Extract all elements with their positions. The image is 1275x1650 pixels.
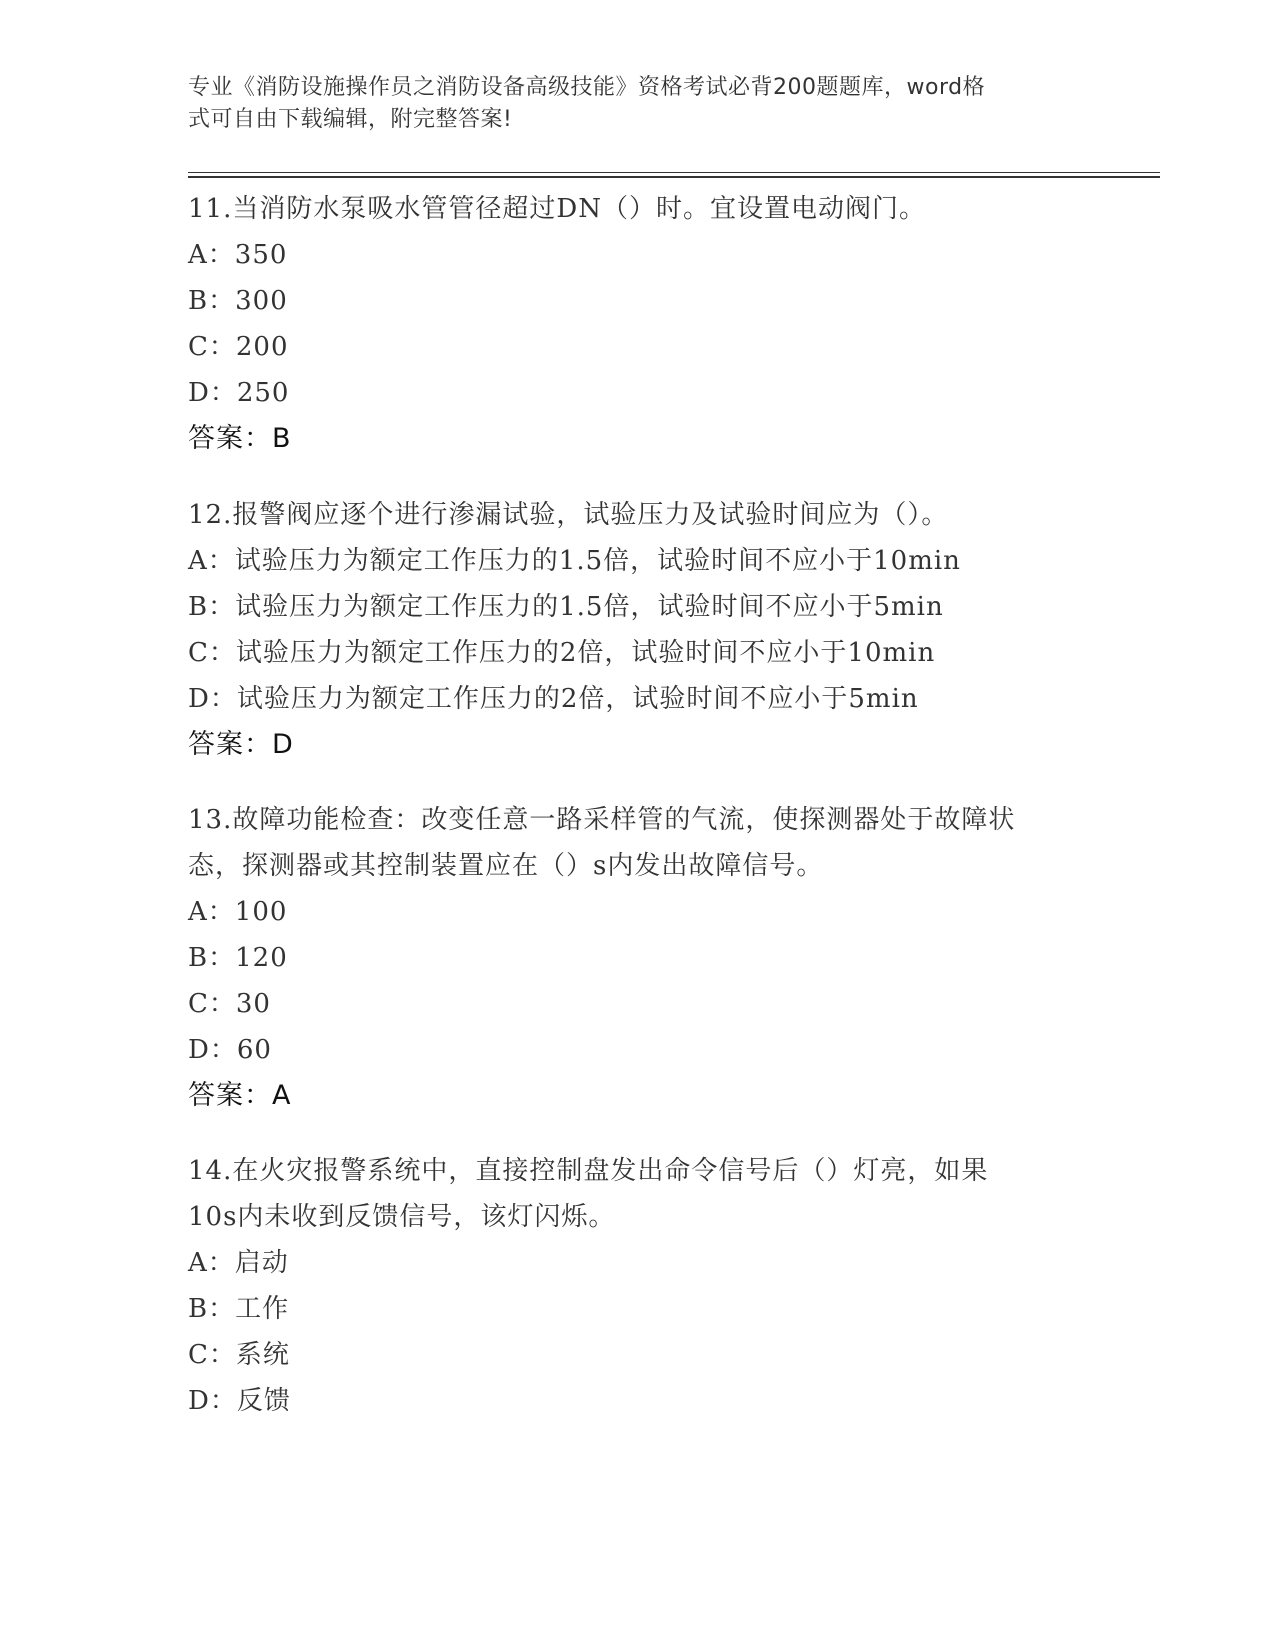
- option-c: C：30: [188, 989, 271, 1019]
- question-stem: 11.当消防水泵吸水管管径超过DN（）时。宜设置电动阀门。: [188, 194, 926, 224]
- answer-line: 答案：D: [188, 729, 294, 760]
- question-stem-line-2: 10s内未收到反馈信号，该灯闪烁。: [188, 1202, 616, 1232]
- question-11: [188, 186, 1088, 462]
- question-stem-line-1: 13.故障功能检查：改变任意一路采样管的气流，使探测器处于故障状: [188, 805, 1016, 835]
- question-13: [188, 797, 1088, 1119]
- header-divider-thin: [188, 172, 1160, 173]
- option-d: D：反馈: [188, 1386, 291, 1416]
- header-line-1: 专业《消防设施操作员之消防设备高级技能》资格考试必背200题题库，word格: [188, 75, 986, 100]
- option-c: C：系统: [188, 1340, 290, 1370]
- option-d: D：250: [188, 378, 290, 408]
- option-b: B：试验压力为额定工作压力的1.5倍，试验时间不应小于5min: [188, 592, 944, 622]
- option-b: B：工作: [188, 1294, 290, 1324]
- option-c: C：200: [188, 332, 289, 362]
- option-c: C：试验压力为额定工作压力的2倍，试验时间不应小于10min: [188, 638, 936, 668]
- option-d: D：60: [188, 1035, 272, 1065]
- answer-line: 答案：B: [188, 423, 292, 454]
- header-line-2: 式可自由下载编辑，附完整答案!: [188, 107, 513, 132]
- option-a: A：启动: [188, 1248, 289, 1278]
- question-14: [188, 1148, 1088, 1424]
- option-b: B：120: [188, 943, 288, 973]
- option-a: A：试验压力为额定工作压力的1.5倍，试验时间不应小于10min: [188, 546, 961, 576]
- document-header: [188, 72, 1088, 136]
- question-stem-line-2: 态，探测器或其控制装置应在（）s内发出故障信号。: [188, 851, 824, 881]
- option-a: A：350: [188, 240, 288, 270]
- header-divider-thick: [188, 176, 1160, 178]
- question-stem-line-1: 14.在火灾报警系统中，直接控制盘发出命令信号后（）灯亮，如果: [188, 1156, 989, 1186]
- question-stem: 12.报警阀应逐个进行渗漏试验，试验压力及试验时间应为（）。: [188, 500, 949, 530]
- answer-line: 答案：A: [188, 1080, 292, 1111]
- question-12: [188, 492, 1088, 768]
- option-b: B：300: [188, 286, 288, 316]
- option-d: D：试验压力为额定工作压力的2倍，试验时间不应小于5min: [188, 684, 919, 714]
- option-a: A：100: [188, 897, 288, 927]
